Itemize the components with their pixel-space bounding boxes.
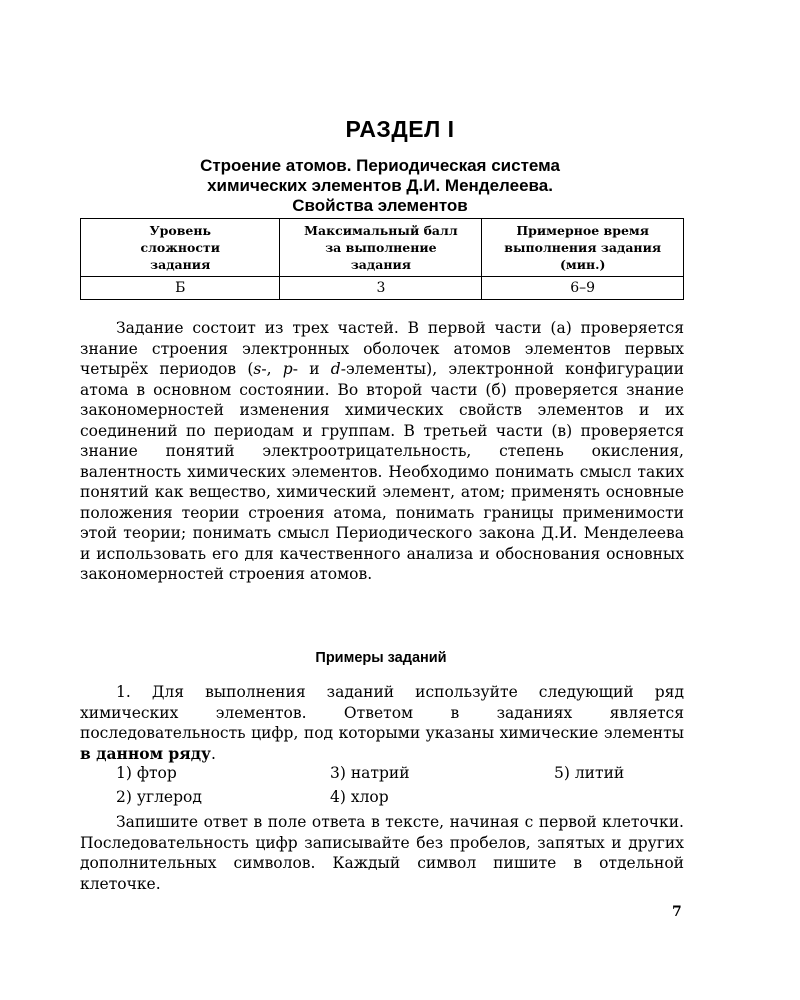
intro-paragraph: Задание состоит из трех частей. В первой части (а) проверяется знание строения электронных оболочек атомов элементов первых четырёх периодов (s-, p- и d-элементы), электронной конфигурации атома в основном состоянии. Во второй части (б) проверяется знание закономерностей изменения химических свойств элементов и их соединений по периодам и группам. В третьей части (в) проверяется знание понятий электроотрицательность, степень окисления, валентность химических элементов. Необходимо понимать смысл таких понятий как вещество, химический элемент, атом; применять основные положения теории строения атома, понимать границы применимости этой теории; понимать смысл Периодического закона Д.И. Менделеева и использовать его для качественного анализа и обоснования основных закономерностей строения атомов. [80,319,684,583]
time-value: 6–9 [482,277,684,300]
page-number: 7 [672,904,682,920]
section-subtitle [0,156,760,216]
header-cell-max-score: Максимальный балл за выполнение задания [280,219,482,277]
list-item: 2) углерод [116,788,202,806]
subtitle-line: Строение атомов. Периодическая система [200,156,560,175]
subtitle-line: химических элементов Д.И. Менделеева. [207,176,553,195]
intro-text [80,318,684,585]
instruction-paragraph: Запишите ответ в поле ответа в тексте, начиная с первой клеточки. Последовательность цифр записывайте без пробелов, запятых и других дополнительных символов. Каждый символ пишите в отдельной клеточке. [80,813,684,893]
task-1 [80,682,684,764]
header-cell-time: Примерное время выполнения задания (мин.) [482,219,684,277]
examples-heading: Примеры заданий [315,650,447,666]
table-header-row [81,219,684,277]
list-item: 4) хлор [330,788,389,806]
task-instruction [80,812,684,894]
table-row [81,277,684,300]
list-item: 5) литий [554,764,625,782]
difficulty-value: Б [81,277,280,300]
task-1-text: 1. Для выполнения заданий используйте следующий ряд химических элементов. Ответом в заданиях является последовательность цифр, под которыми указаны химические элементы в данном ряду. [80,683,684,763]
subtitle-line: Свойства элементов [292,196,468,215]
header-cell-difficulty: Уровень сложности задания [81,219,280,277]
task-info-table [80,218,684,300]
list-item: 3) натрий [330,764,410,782]
max-score-value: 3 [280,277,482,300]
section-title: РАЗДЕЛ I [345,116,455,142]
list-item: 1) фтор [116,764,177,782]
